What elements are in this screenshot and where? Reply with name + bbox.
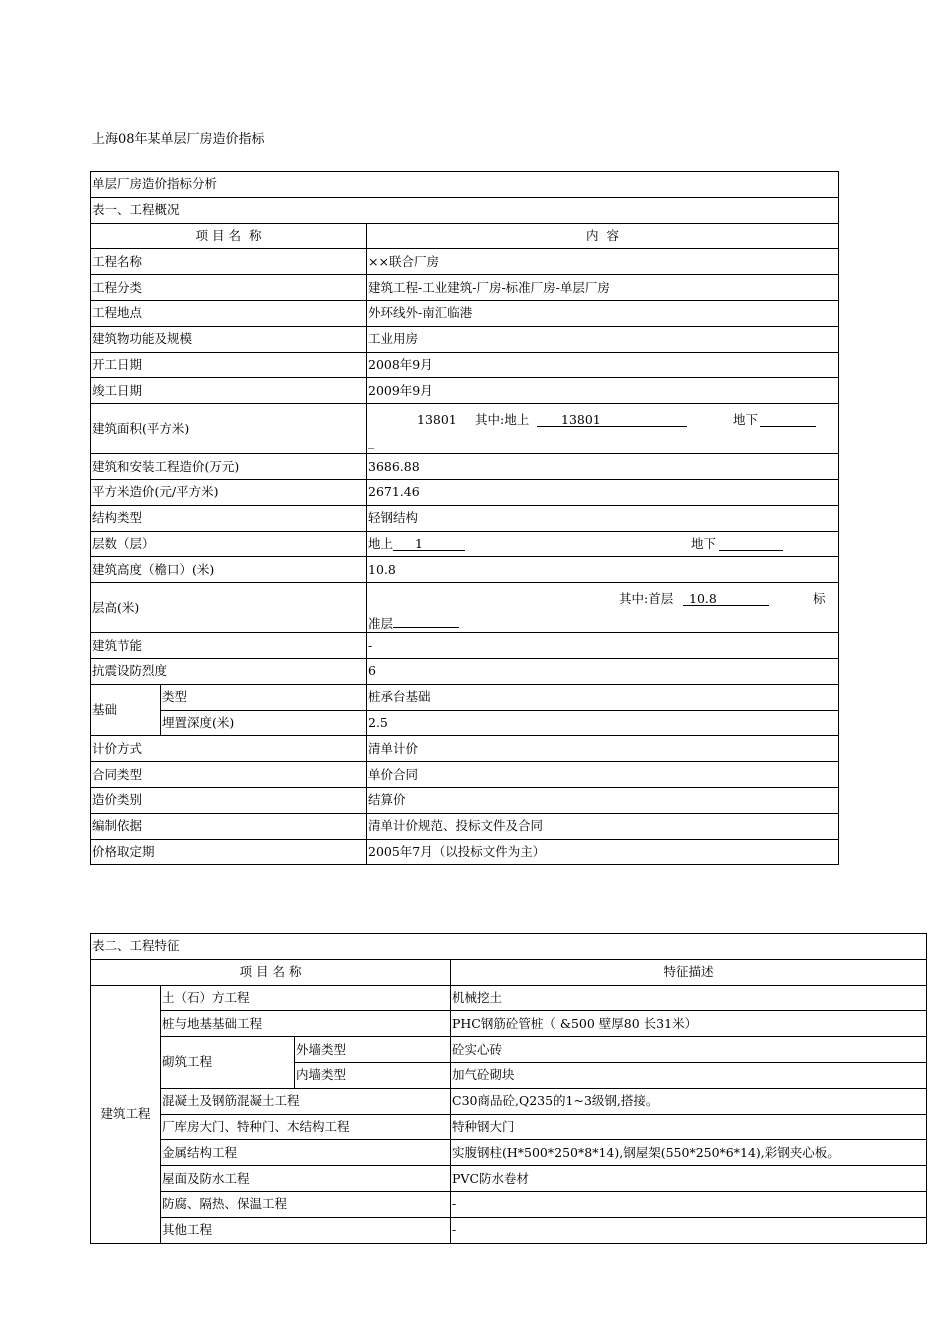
row-label: 开工日期 xyxy=(91,352,367,378)
row-value: PHC钢筋砼管桩（ &500 壁厚80 长31米） xyxy=(451,1011,927,1037)
row-value: 特种钢大门 xyxy=(451,1114,927,1140)
table-row xyxy=(91,787,839,813)
row-label: 造价类别 xyxy=(91,787,367,813)
row-value: 10.8 xyxy=(367,557,839,583)
table-row xyxy=(91,839,839,865)
masonry-label: 砌筑工程 xyxy=(161,1037,295,1089)
header-desc: 特征描述 xyxy=(451,959,927,985)
row-value: 建筑工程-工业建筑-厂房-标准厂房-单层厂房 xyxy=(367,275,839,301)
row-label: 工程地点 xyxy=(91,300,367,326)
project-features-table xyxy=(90,933,927,1244)
row-label: 建筑和安装工程造价(万元) xyxy=(91,454,367,480)
row-value: - xyxy=(451,1191,927,1217)
table-row xyxy=(91,326,839,352)
row-label: 层高(米) xyxy=(91,583,367,633)
table-row xyxy=(91,300,839,326)
inner-wall-label: 内墙类型 xyxy=(295,1062,451,1088)
floors-below-value xyxy=(719,537,783,551)
row-value: 外环线外-南汇临港 xyxy=(367,300,839,326)
table-row xyxy=(91,1114,927,1140)
row-value: 单价合同 xyxy=(367,762,839,788)
row-label: 平方米造价(元/平方米) xyxy=(91,479,367,505)
row-value: - xyxy=(367,633,839,659)
table-row xyxy=(91,275,839,301)
row-label: 竣工日期 xyxy=(91,378,367,404)
section-title: 表二、工程特征 xyxy=(91,934,927,960)
row-label: 其他工程 xyxy=(161,1217,451,1243)
section-row xyxy=(91,934,927,960)
table-row xyxy=(91,378,839,404)
floors-row xyxy=(91,531,839,557)
foundation-depth-label: 埋置深度(米) xyxy=(161,710,367,736)
row-label: 结构类型 xyxy=(91,505,367,531)
area-value-cell xyxy=(367,404,839,454)
row-label: 编制依据 xyxy=(91,813,367,839)
header-content-text: 内 容 xyxy=(586,227,619,243)
std-floor-prefix-1: 标 xyxy=(813,590,826,606)
floors-below-prefix: 地下 xyxy=(691,535,717,551)
table-row xyxy=(91,557,839,583)
outer-wall-value: 砼实心砖 xyxy=(451,1037,927,1063)
table-row xyxy=(91,658,839,684)
table-row xyxy=(91,1217,927,1243)
table-row xyxy=(91,762,839,788)
table-row xyxy=(91,736,839,762)
row-value: 机械挖土 xyxy=(451,985,927,1011)
floors-above-value: 1 xyxy=(393,537,465,551)
floor-height-row xyxy=(91,583,839,633)
table-row xyxy=(91,813,839,839)
table-title: 单层厂房造价指标分析 xyxy=(91,172,839,198)
row-value: 2009年9月 xyxy=(367,378,839,404)
row-value: PVC防水卷材 xyxy=(451,1166,927,1192)
inner-wall-value: 加气砼砌块 xyxy=(451,1062,927,1088)
row-value: 2005年7月（以投标文件为主） xyxy=(367,839,839,865)
foundation-label: 基础 xyxy=(91,684,161,736)
area-below-value xyxy=(760,413,816,427)
row-label: 混凝土及钢筋混凝土工程 xyxy=(161,1088,451,1114)
outer-wall-label: 外墙类型 xyxy=(295,1037,451,1063)
foundation-depth-value: 2.5 xyxy=(367,710,839,736)
row-value: 轻钢结构 xyxy=(367,505,839,531)
row-value: 清单计价 xyxy=(367,736,839,762)
table-row xyxy=(91,505,839,531)
area-row xyxy=(91,404,839,454)
area-total: 13801 xyxy=(417,411,457,427)
foundation-type-value: 桩承台基础 xyxy=(367,684,839,710)
table-row xyxy=(91,1011,927,1037)
row-value: 结算价 xyxy=(367,787,839,813)
row-value: 工业用房 xyxy=(367,326,839,352)
table-row xyxy=(91,1166,927,1192)
header-row xyxy=(91,223,839,249)
row-label: 金属结构工程 xyxy=(161,1140,451,1166)
row-label: 计价方式 xyxy=(91,736,367,762)
row-label: 工程名称 xyxy=(91,249,367,275)
table-row xyxy=(91,1037,927,1063)
row-label: 建筑高度（檐口）(米) xyxy=(91,557,367,583)
row-label: 建筑物功能及规模 xyxy=(91,326,367,352)
row-value: - xyxy=(451,1217,927,1243)
table-row xyxy=(91,1191,927,1217)
row-label: 土（石）方工程 xyxy=(161,985,451,1011)
row-label: 建筑节能 xyxy=(91,633,367,659)
area-below-prefix: 地下 xyxy=(733,411,759,427)
row-value: 3686.88 xyxy=(367,454,839,480)
project-overview-table xyxy=(90,171,839,865)
table-row xyxy=(91,1088,927,1114)
row-label: 屋面及防水工程 xyxy=(161,1166,451,1192)
row-label: 建筑面积(平方米) xyxy=(91,404,367,454)
first-floor-prefix: 其中:首层 xyxy=(619,590,674,606)
foundation-row xyxy=(91,710,839,736)
section-title: 表一、工程概况 xyxy=(91,197,839,223)
row-label: 防腐、隔热、保温工程 xyxy=(161,1191,451,1217)
table-row xyxy=(91,352,839,378)
table-row xyxy=(91,479,839,505)
header-row xyxy=(91,959,927,985)
area-above-value: 13801 xyxy=(537,413,687,427)
table-title-row xyxy=(91,172,839,198)
floor-height-line-2 xyxy=(368,614,459,631)
floor-height-value xyxy=(367,584,838,632)
table-row xyxy=(91,985,927,1011)
row-label: 厂库房大门、特种门、木结构工程 xyxy=(161,1114,451,1140)
header-content xyxy=(367,223,839,249)
area-above-prefix: 其中:地上 xyxy=(475,411,530,427)
row-label: 合同类型 xyxy=(91,762,367,788)
header-item: 项 目 名 称 xyxy=(91,959,451,985)
std-floor-prefix-2: 准层 xyxy=(368,615,394,631)
area-line-2: _ xyxy=(368,433,375,449)
floors-above-prefix: 地上 xyxy=(368,535,394,551)
table-row xyxy=(91,454,839,480)
row-value: 清单计价规范、投标文件及合同 xyxy=(367,813,839,839)
first-floor-value: 10.8 xyxy=(683,592,769,606)
row-value: 2671.46 xyxy=(367,479,839,505)
floors-value xyxy=(367,531,839,557)
row-label: 抗震设防烈度 xyxy=(91,658,367,684)
foundation-type-label: 类型 xyxy=(161,684,367,710)
group-label: 建筑工程 xyxy=(91,985,161,1243)
section-row xyxy=(91,197,839,223)
header-item xyxy=(91,223,367,249)
table-row xyxy=(91,249,839,275)
row-label: 工程分类 xyxy=(91,275,367,301)
header-item-text: 项 目 名 称 xyxy=(195,227,262,243)
row-value: 实腹钢柱(H*500*250*8*14),钢屋架(550*250*6*14),彩钢夹心板。 xyxy=(451,1140,927,1166)
row-label: 层数（层） xyxy=(91,531,367,557)
row-value: 2008年9月 xyxy=(367,352,839,378)
row-value: C30商品砼,Q235的1~3级钢,搭接。 xyxy=(451,1088,927,1114)
table-row xyxy=(91,633,839,659)
foundation-row xyxy=(91,684,839,710)
table-row xyxy=(91,1140,927,1166)
row-value: 6 xyxy=(367,658,839,684)
std-floor-value xyxy=(393,614,459,628)
row-label: 桩与地基基础工程 xyxy=(161,1011,451,1037)
area-value xyxy=(367,405,838,453)
row-value: ××联合厂房 xyxy=(367,249,839,275)
row-label: 价格取定期 xyxy=(91,839,367,865)
floor-height-cell xyxy=(367,583,839,633)
document-title: 上海08年某单层厂房造价指标 xyxy=(92,132,265,147)
